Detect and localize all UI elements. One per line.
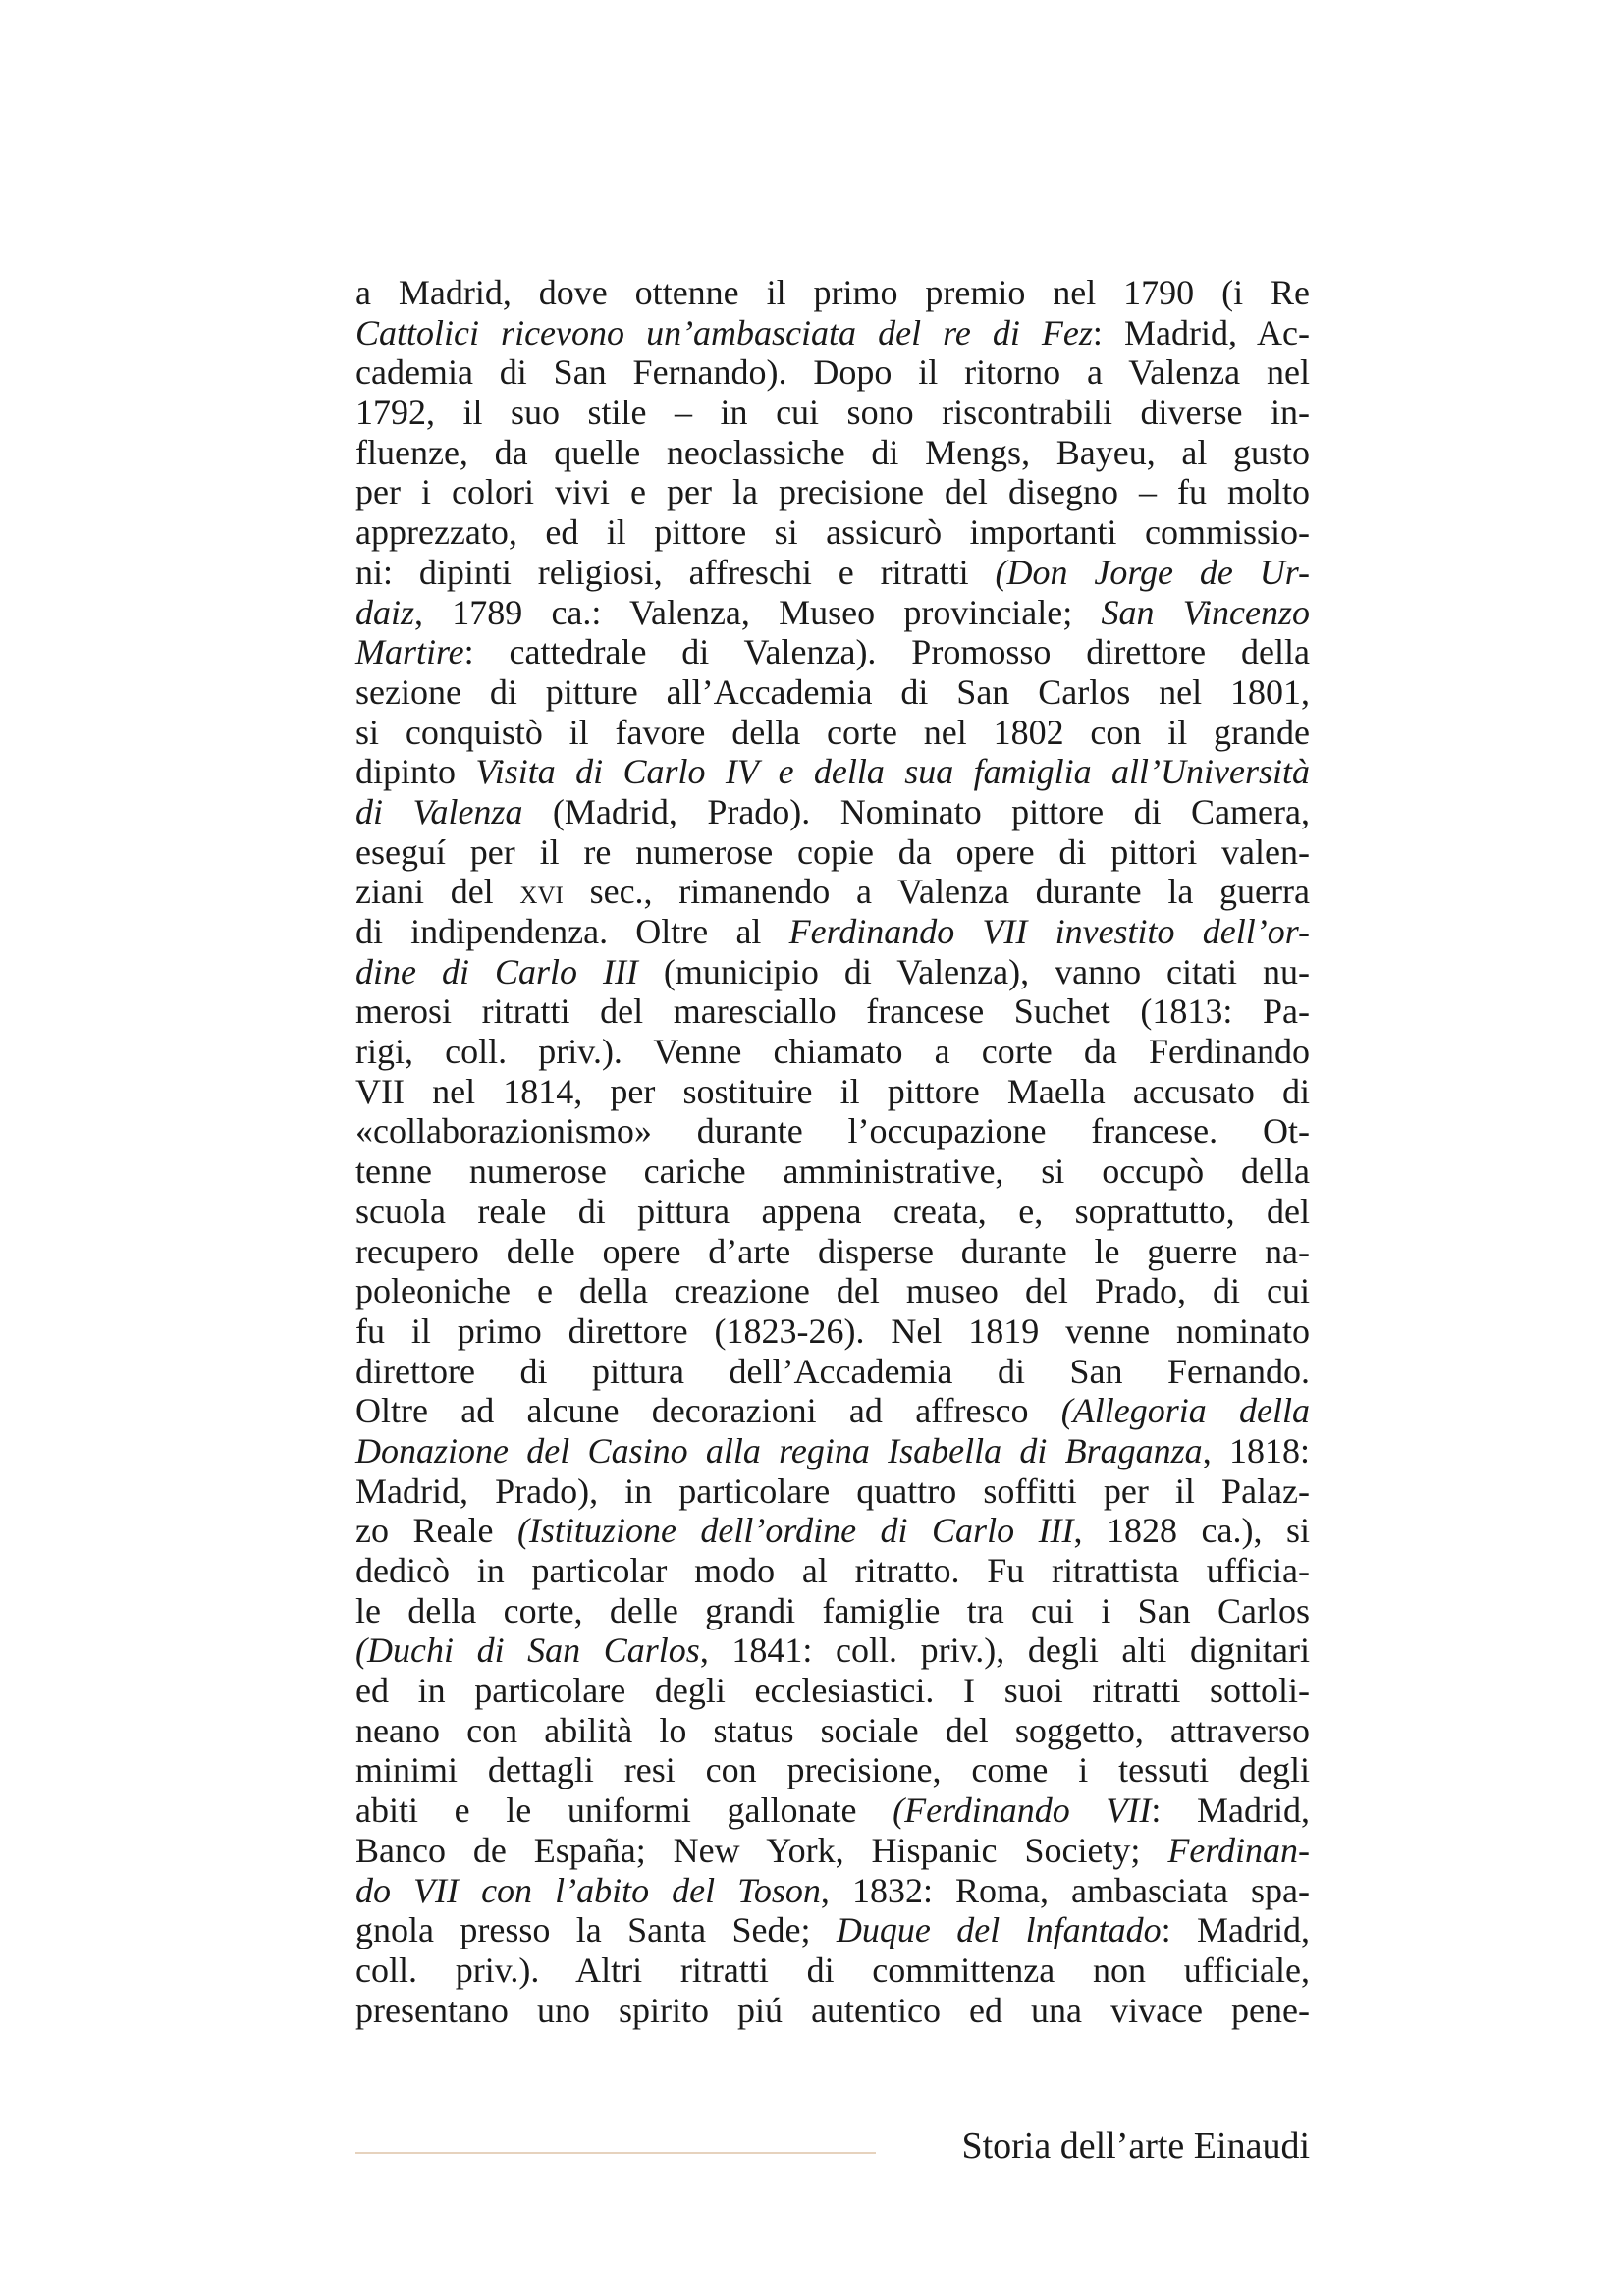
italic-title: (Allegoria della bbox=[1060, 1391, 1310, 1431]
text-line bbox=[355, 313, 1310, 353]
italic-title: Ferdinando VII investito dell’or- bbox=[788, 912, 1310, 951]
text-segment: (Madrid, Prado). Nominato pittore di Camera, bbox=[522, 791, 1310, 831]
italic-title: do VII con l’abito del Toson bbox=[355, 1870, 821, 1910]
text-line bbox=[355, 1111, 1310, 1151]
text-line bbox=[355, 273, 1310, 313]
text-line bbox=[355, 792, 1310, 832]
text-line bbox=[355, 1790, 1310, 1831]
text-line bbox=[355, 1431, 1310, 1471]
text-line bbox=[355, 713, 1310, 753]
text-line bbox=[355, 553, 1310, 593]
text-segment: : Madrid, bbox=[1151, 1790, 1310, 1831]
text-segment: Banco de España; New York, Hispanic Society; bbox=[355, 1830, 1168, 1870]
text-segment: recupero delle opere d’arte disperse durante le guerre na- bbox=[355, 1231, 1310, 1271]
text-line bbox=[355, 1591, 1310, 1631]
text-line bbox=[355, 1831, 1310, 1871]
text-segment: direttore di pittura dell’Accademia di San Fernando. bbox=[355, 1351, 1310, 1391]
text-segment: neano con abilità lo status sociale del soggetto, attraverso bbox=[355, 1710, 1310, 1750]
text-segment: , 1832: Roma, ambasciata spa- bbox=[820, 1870, 1310, 1910]
text-line bbox=[355, 1711, 1310, 1751]
text-segment: rigi, coll. priv.). Venne chiamato a corte da Ferdinando bbox=[355, 1032, 1310, 1072]
text-line bbox=[355, 1232, 1310, 1272]
text-segment: Oltre ad alcune decorazioni ad affresco bbox=[355, 1391, 1061, 1431]
text-segment: , 1828 ca.), si bbox=[1073, 1511, 1310, 1551]
text-segment: sec., rimanendo a Valenza durante la guerra bbox=[563, 872, 1310, 912]
text-segment: (municipio di Valenza), vanno citati nu- bbox=[637, 951, 1310, 991]
italic-title: di Valenza bbox=[355, 791, 523, 831]
text-line bbox=[355, 991, 1310, 1032]
text-segment: minimi dettagli resi con precisione, come i tessuti degli bbox=[355, 1750, 1310, 1790]
italic-title: Donazione del Casino alla regina Isabella di Braganza bbox=[355, 1430, 1203, 1470]
text-segment: cademia di San Fernando). Dopo il ritorno a Valenza nel bbox=[355, 352, 1310, 393]
text-line bbox=[355, 433, 1310, 473]
text-line bbox=[355, 1391, 1310, 1431]
text-segment: zo Reale bbox=[355, 1511, 517, 1551]
text-segment: «collaborazionismo» durante l’occupazione francese. Ot- bbox=[355, 1111, 1310, 1151]
italic-title: Martire bbox=[355, 632, 464, 672]
text-segment: abiti e le uniformi gallonate bbox=[355, 1790, 893, 1831]
text-segment: , 1841: coll. priv.), degli alti dignitari bbox=[699, 1630, 1310, 1671]
italic-title: Ferdinan- bbox=[1167, 1830, 1310, 1870]
text-segment: 1792, il suo stile – in cui sono riscontrabili diverse in- bbox=[355, 393, 1310, 433]
text-line bbox=[355, 1511, 1310, 1551]
text-segment: fu il primo direttore (1823-26). Nel 1819 venne nominato bbox=[355, 1310, 1310, 1351]
text-segment: per i colori vivi e per la precisione del disegno – fu molto bbox=[355, 472, 1310, 512]
text-line bbox=[355, 1671, 1310, 1711]
text-segment: : Madrid, bbox=[1161, 1910, 1310, 1950]
text-line bbox=[355, 1311, 1310, 1352]
text-segment: dedicò in particolar modo al ritratto. Fu ritrattista ufficia- bbox=[355, 1551, 1310, 1590]
text-segment: sezione di pitture all’Accademia di San Carlos nel 1801, bbox=[355, 671, 1310, 712]
text-line bbox=[355, 632, 1310, 672]
text-segment: ziani del bbox=[355, 872, 520, 912]
text-line bbox=[355, 393, 1310, 433]
text-segment: a Madrid, dove ottenne il primo premio nel 1790 (i Re bbox=[355, 273, 1310, 312]
text-segment: : Madrid, Ac- bbox=[1092, 312, 1310, 352]
text-line bbox=[355, 1471, 1310, 1512]
text-line bbox=[355, 1352, 1310, 1392]
text-line bbox=[355, 472, 1310, 512]
text-line bbox=[355, 672, 1310, 713]
italic-title: Visita di Carlo IV e della sua famiglia all’Università bbox=[475, 752, 1310, 792]
text-segment: dipinto bbox=[355, 752, 476, 792]
italic-title: Duque del lnfantado bbox=[836, 1910, 1162, 1950]
text-segment: eseguí per il re numerose copie da opere di pittori valen- bbox=[355, 831, 1310, 872]
text-line bbox=[355, 352, 1310, 393]
text-segment: apprezzato, ed il pittore si assicurò importanti commissio- bbox=[355, 512, 1310, 553]
text-line bbox=[355, 512, 1310, 553]
text-line bbox=[355, 1991, 1310, 2031]
text-line bbox=[355, 1910, 1310, 1950]
text-segment: : cattedrale di Valenza). Promosso direttore della bbox=[463, 632, 1310, 672]
text-line bbox=[355, 752, 1310, 792]
text-segment: merosi ritratti del maresciallo francese Suchet (1813: Pa- bbox=[355, 991, 1310, 1032]
text-segment: tenne numerose cariche amministrative, si occupò della bbox=[355, 1151, 1310, 1192]
text-line bbox=[355, 1950, 1310, 1991]
text-line bbox=[355, 1151, 1310, 1192]
text-line bbox=[355, 832, 1310, 873]
text-line bbox=[355, 1551, 1310, 1591]
text-line bbox=[355, 912, 1310, 952]
italic-title: (Duchi di San Carlos bbox=[355, 1630, 700, 1671]
text-line bbox=[355, 1630, 1310, 1671]
text-segment: Madrid, Prado), in particolare quattro soffitti per il Palaz- bbox=[355, 1470, 1310, 1511]
text-segment: di indipendenza. Oltre al bbox=[355, 912, 789, 951]
italic-title: Cattolici ricevono un’ambasciata del re di Fez bbox=[355, 312, 1093, 352]
text-line bbox=[355, 593, 1310, 633]
text-segment: si conquistò il favore della corte nel 1802 con il grande bbox=[355, 712, 1310, 752]
italic-title: daiz bbox=[355, 592, 415, 632]
text-line bbox=[355, 872, 1310, 912]
text-segment: scuola reale di pittura appena creata, e, soprattutto, del bbox=[355, 1191, 1310, 1231]
italic-title: San Vincenzo bbox=[1101, 592, 1310, 632]
text-segment: le della corte, delle grandi famiglie tra cui i San Carlos bbox=[355, 1590, 1310, 1630]
text-segment: ni: dipinti religiosi, affreschi e ritratti bbox=[355, 552, 996, 592]
text-segment: poleoniche e della creazione del museo del Prado, di cui bbox=[355, 1271, 1310, 1311]
text-segment: ed in particolare degli ecclesiastici. I suoi ritratti sottoli- bbox=[355, 1671, 1310, 1711]
text-line bbox=[355, 1750, 1310, 1790]
text-segment: , 1818: bbox=[1202, 1430, 1310, 1470]
text-segment: presentano uno spirito piú autentico ed una vivace pene- bbox=[355, 1990, 1310, 2030]
small-caps-numeral: xvi bbox=[519, 872, 564, 912]
text-line bbox=[355, 1271, 1310, 1311]
footer-divider bbox=[355, 2152, 876, 2154]
text-segment: VII nel 1814, per sostituire il pittore Maella accusato di bbox=[355, 1071, 1310, 1111]
text-line bbox=[355, 1072, 1310, 1112]
text-line bbox=[355, 1192, 1310, 1232]
text-line bbox=[355, 1032, 1310, 1072]
text-segment: coll. priv.). Altri ritratti di committenza non ufficiale, bbox=[355, 1949, 1310, 1990]
text-line bbox=[355, 1871, 1310, 1911]
text-segment: , 1789 ca.: Valenza, Museo provinciale; bbox=[414, 592, 1102, 632]
italic-title: (Don Jorge de Ur- bbox=[995, 552, 1310, 592]
body-text bbox=[355, 273, 1310, 2030]
italic-title: (Ferdinando VII bbox=[893, 1790, 1152, 1831]
text-segment: gnola presso la Santa Sede; bbox=[355, 1910, 837, 1950]
footer-title: Storia dell’arte Einaudi bbox=[961, 2125, 1310, 2166]
italic-title: (Istituzione dell’ordine di Carlo III bbox=[516, 1511, 1074, 1551]
italic-title: dine di Carlo III bbox=[355, 951, 638, 991]
text-segment: fluenze, da quelle neoclassiche di Mengs, Bayeu, al gusto bbox=[355, 432, 1310, 472]
text-line bbox=[355, 952, 1310, 992]
